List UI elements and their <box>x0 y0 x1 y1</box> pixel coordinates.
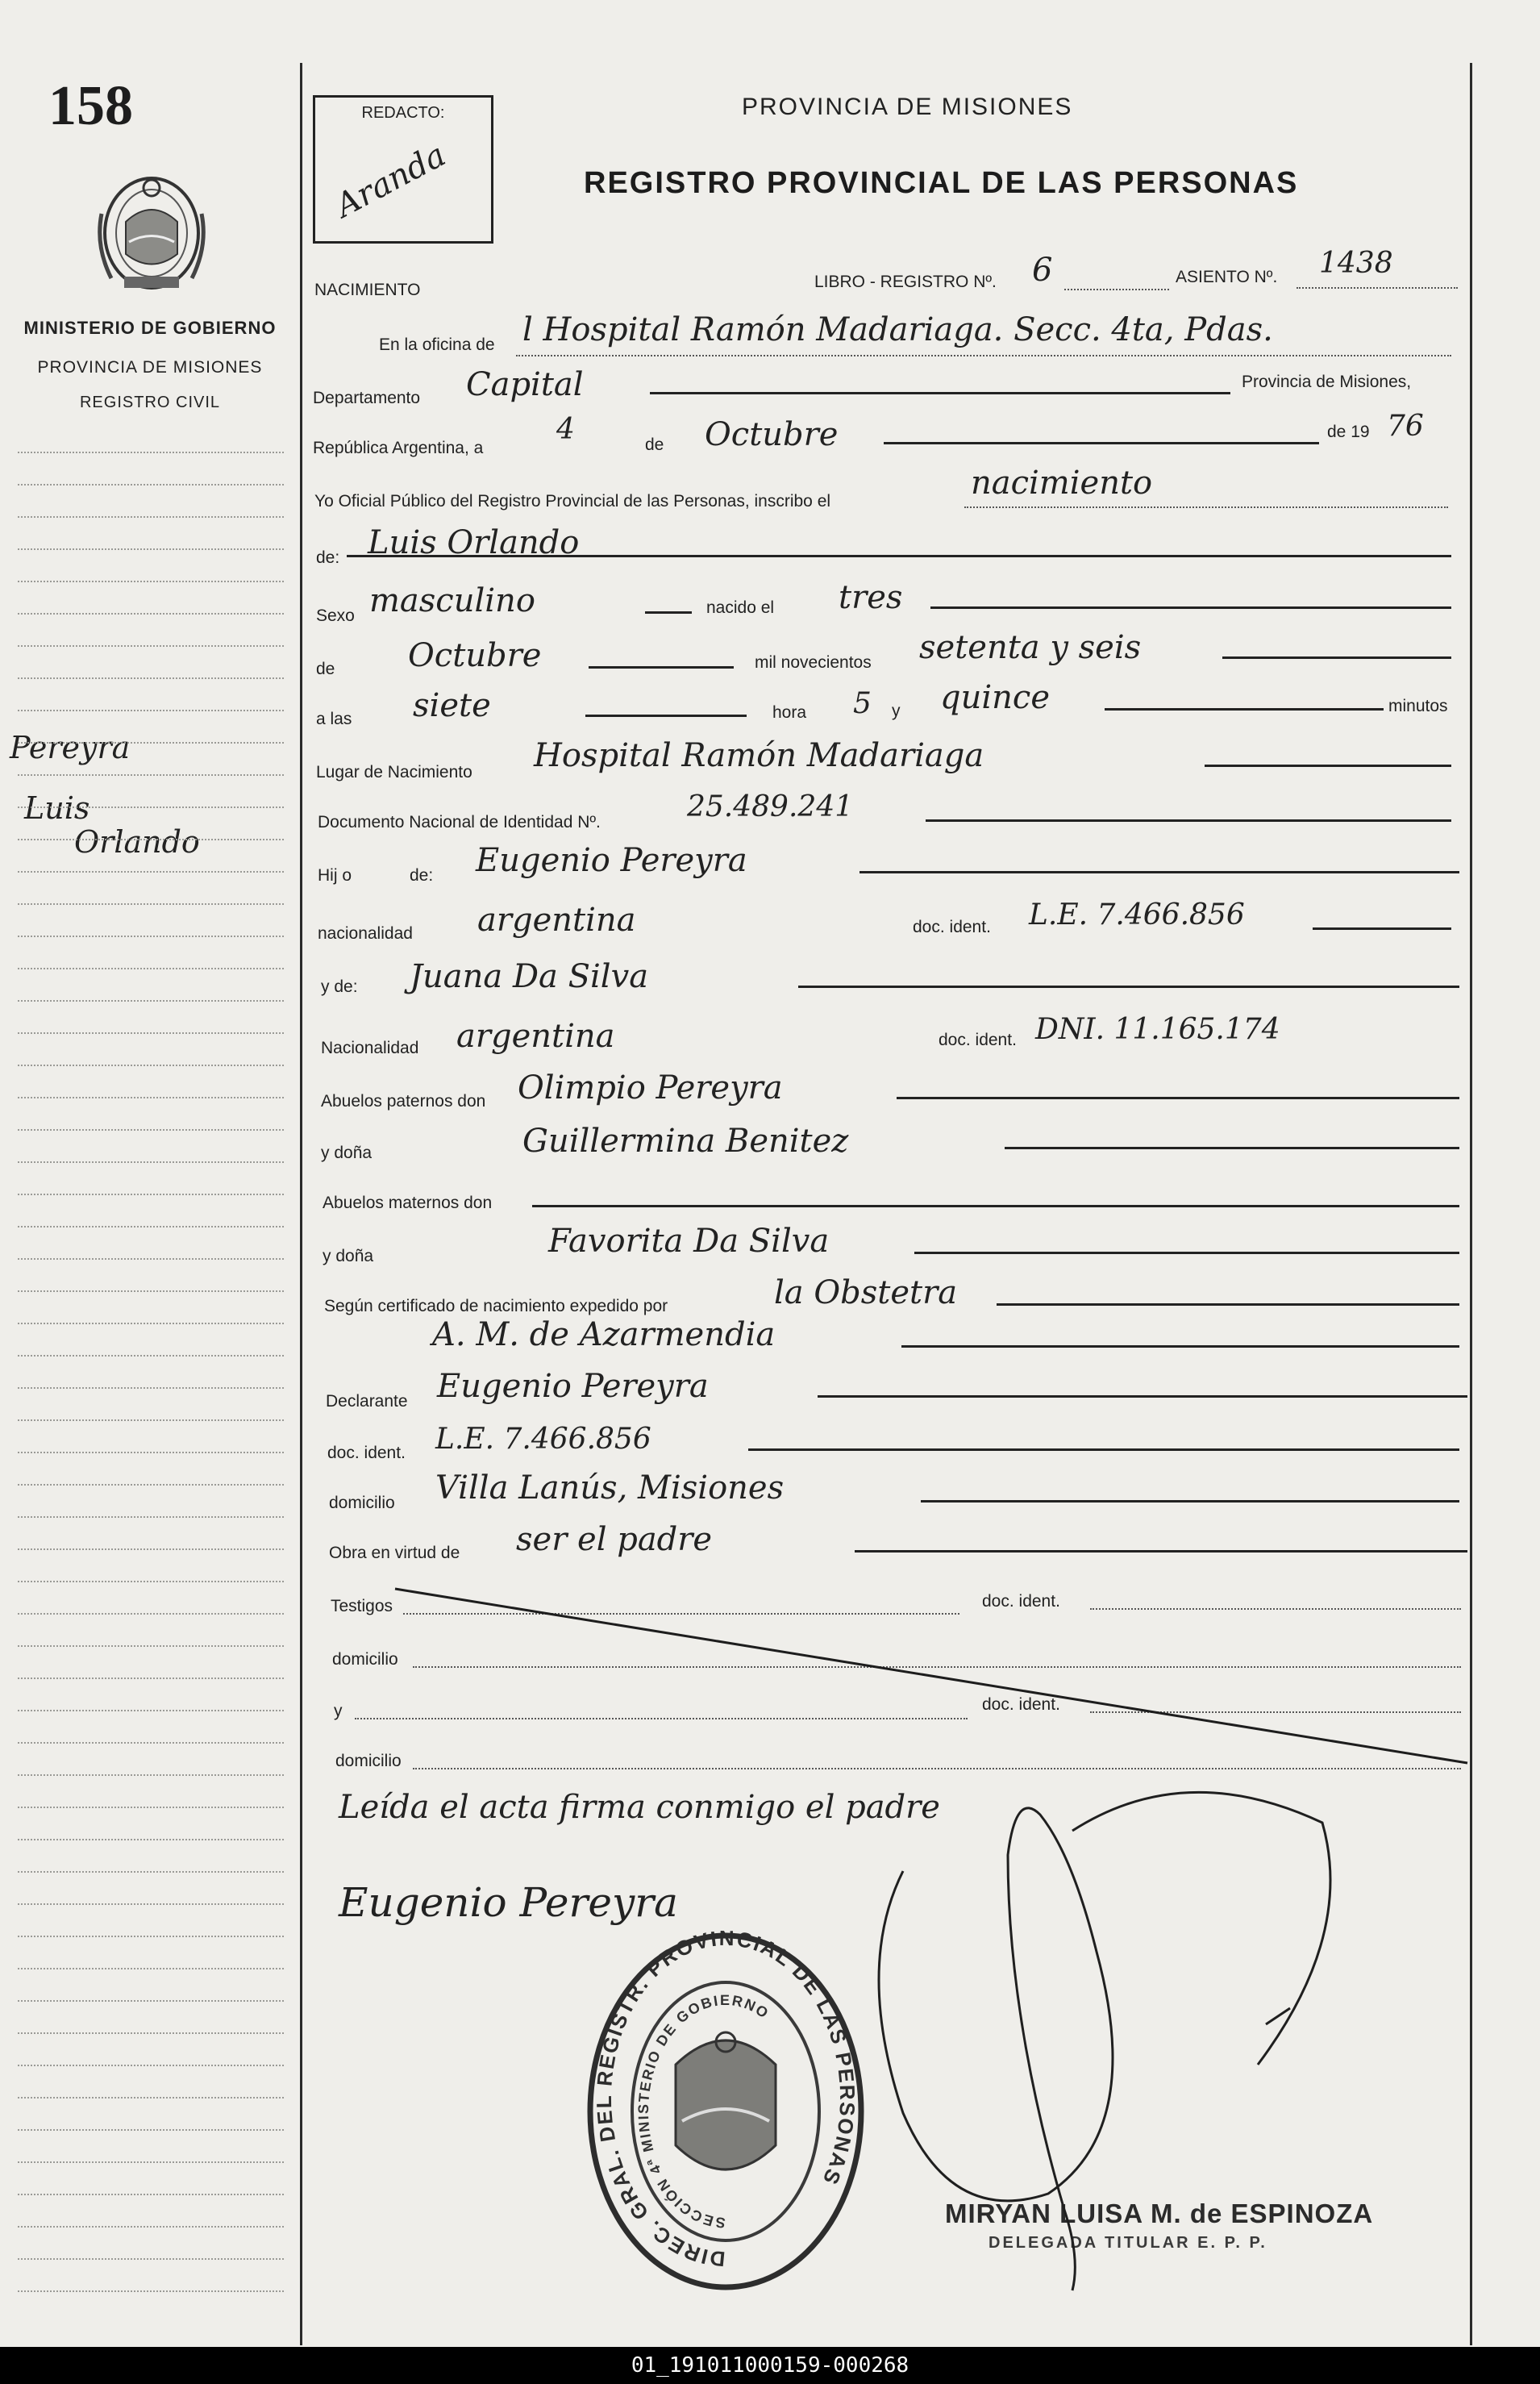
asiento-value: 1438 <box>1319 247 1393 280</box>
nombre-value: Luis Orlando <box>368 524 580 561</box>
seal-inner-text: SECCIÓN 4ª MINISTERIO DE GOBIERNO <box>635 1991 772 2232</box>
hora-num-value: 5 <box>853 687 872 720</box>
hijo-label: Hij o <box>318 866 352 885</box>
closing-statement: Leída el acta firma conmigo el padre <box>339 1789 940 1826</box>
departamento-value: Capital <box>466 366 584 403</box>
registrar-stamp-role: DELEGADA TITULAR E. P. P. <box>989 2234 1267 2252</box>
testigo-dom-label: domicilio <box>332 1650 398 1669</box>
obra-label: Obra en virtud de <box>329 1544 460 1562</box>
minutos-texto-value: quince <box>940 679 1050 716</box>
dni-label: Documento Nacional de Identidad Nº. <box>318 813 601 831</box>
oficina-value: l Hospital Ramón Madariaga. Secc. 4ta, Pdas. <box>522 311 1273 348</box>
doc-padre-value: L.E. 7.466.856 <box>1029 898 1245 932</box>
sexo-label: Sexo <box>316 606 355 625</box>
declarante-value: Eugenio Pereyra <box>437 1368 709 1405</box>
margin-note-second-name: Orlando <box>74 824 200 860</box>
anio-label: de 19 <box>1327 423 1370 441</box>
redacto-signature: Aranda <box>329 136 452 225</box>
libro-value: 6 <box>1032 252 1053 289</box>
ministry-line-3: REGISTRO CIVIL <box>79 394 221 411</box>
testigo-doc-label: doc. ident. <box>982 1592 1060 1611</box>
record-type-label: NACIMIENTO <box>314 281 421 299</box>
doc-decl-label: doc. ident. <box>327 1444 406 1462</box>
sexo-value: masculino <box>369 582 535 619</box>
padre-de-label: de: <box>410 866 434 885</box>
padre-value: Eugenio Pereyra <box>476 842 747 879</box>
abuelos-pat-label: Abuelos paternos don <box>321 1092 486 1111</box>
registrar-stamp-name: MIRYAN LUISA M. de ESPINOZA <box>945 2199 1374 2228</box>
mil-label: mil novecientos <box>755 653 872 672</box>
nacido-dia-value: tres <box>839 579 903 616</box>
ministry-line-1: MINISTERIO DE GOBIERNO <box>23 318 277 338</box>
certificado-value-1: la Obstetra <box>774 1274 958 1311</box>
inscribe-value: nacimiento <box>971 465 1153 502</box>
registry-heading: REGISTRO PROVINCIAL DE LAS PERSONAS <box>584 166 1299 200</box>
anio-value: 76 <box>1387 410 1424 443</box>
nac-padre-label: nacionalidad <box>318 924 413 943</box>
certificado-value-2: A. M. de Azarmendia <box>432 1316 776 1353</box>
father-signature: Eugenio Pereyra <box>339 1879 678 1926</box>
nac-madre-label: Nacionalidad <box>321 1039 419 1057</box>
nacido-mes-label: de <box>316 660 335 678</box>
domicilio-value: Villa Lanús, Misiones <box>435 1469 785 1507</box>
dia-value: 4 <box>556 413 575 446</box>
province-heading: PROVINCIA DE MISIONES <box>742 94 1073 120</box>
y-label: y <box>892 702 901 720</box>
nacido-mes-value: Octubre <box>408 637 542 674</box>
departamento-label: Departamento <box>313 389 421 407</box>
redacto-label: REDACTO: <box>361 104 445 122</box>
oficina-label: En la oficina de <box>379 336 495 354</box>
mes-de-label: de <box>645 436 664 454</box>
madre-de-label: y de: <box>321 977 358 996</box>
doc-padre-label: doc. ident. <box>913 918 991 936</box>
mes-value: Octubre <box>705 416 839 453</box>
testigos-strike-line <box>395 1589 1467 1763</box>
abuelo-pat-value: Olimpio Pereyra <box>518 1069 783 1107</box>
hora-texto-value: siete <box>413 687 491 724</box>
abuelos-mat-label: Abuelos maternos don <box>323 1194 493 1212</box>
lugar-label: Lugar de Nacimiento <box>316 763 472 781</box>
abuela-pat-label: y doña <box>321 1144 373 1162</box>
libro-label: LIBRO - REGISTRO Nº. <box>814 273 997 291</box>
testigo-y-label: y <box>334 1702 343 1720</box>
certificado-label: Según certificado de nacimiento expedido por <box>324 1297 668 1315</box>
abuela-pat-value: Guillermina Benitez <box>522 1123 849 1160</box>
alas-label: a las <box>316 710 352 728</box>
doc-madre-value: DNI. 11.165.174 <box>1035 1013 1280 1046</box>
margin-note-surname: Pereyra <box>10 730 131 765</box>
margin-note-first-name: Luis <box>24 790 90 826</box>
hora-label: hora <box>772 703 807 722</box>
abuela-mat-value: Favorita Da Silva <box>548 1223 830 1260</box>
madre-value: Juana Da Silva <box>410 958 649 995</box>
lugar-value: Hospital Ramón Madariaga <box>534 737 984 774</box>
nombre-label: de: <box>316 548 340 567</box>
dni-value: 25.489.241 <box>687 790 854 823</box>
doc-decl-value: L.E. 7.466.856 <box>435 1423 651 1456</box>
testigo2-doc-label: doc. ident. <box>982 1695 1060 1714</box>
provincia-label: Provincia de Misiones, <box>1242 373 1412 391</box>
abuela-mat-label: y doña <box>323 1247 374 1265</box>
official-signature-icon <box>879 1792 1330 2290</box>
oficial-label: Yo Oficial Público del Registro Provincial de las Personas, inscribo el <box>314 492 831 511</box>
nacido-anio-value: setenta y seis <box>919 629 1142 666</box>
testigo2-dom-label: domicilio <box>335 1752 402 1770</box>
minutos-label: minutos <box>1388 697 1448 715</box>
nac-padre-value: argentina <box>477 902 636 939</box>
testigos-label: Testigos <box>331 1597 393 1615</box>
nacido-label: nacido el <box>706 598 775 617</box>
seal-outer-text: DIREC. GRAL. DEL REGISTR. PROVINCIAL DE LAS PERSONAS <box>591 1925 860 2272</box>
declarante-label: Declarante <box>326 1392 408 1411</box>
nac-madre-value: argentina <box>456 1018 615 1055</box>
domicilio-label: domicilio <box>329 1494 395 1512</box>
obra-value: ser el padre <box>516 1521 713 1558</box>
republica-label: República Argentina, a <box>313 439 484 457</box>
folio-number: 158 <box>48 75 133 137</box>
footer-file-id: 01_191011000159-000268 <box>0 2347 1540 2384</box>
doc-madre-label: doc. ident. <box>939 1031 1017 1049</box>
asiento-label: ASIENTO Nº. <box>1176 268 1278 286</box>
ministry-line-2: PROVINCIA DE MISIONES <box>37 358 263 377</box>
registry-seal-icon <box>590 1926 861 2287</box>
